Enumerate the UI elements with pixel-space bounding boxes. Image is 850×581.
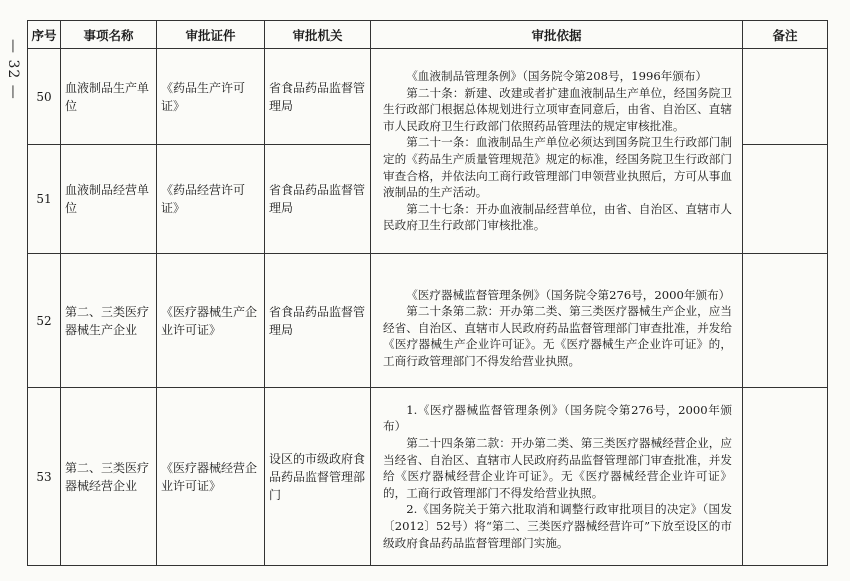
row-authority: 设区的市级政府食品药品监督管理部门 <box>265 388 371 566</box>
row-authority: 省食品药品监督管理局 <box>265 49 371 145</box>
row-seq: 51 <box>28 145 61 254</box>
table-header-row <box>28 21 828 49</box>
row-basis <box>371 254 743 388</box>
row-remark <box>743 254 828 388</box>
basis-paragraph: 《血液制品管理条例》（国务院令第208号，1996年颁布） <box>406 69 708 84</box>
basis-paragraph: 2.《国务院关于第六批取消和调整行政审批项目的决定》（国发〔2012〕52号）将“第二、三类医疗器械经营许可”下放至设区的市级政府食品药品监督管理部门实施。 <box>383 502 732 550</box>
row-seq: 50 <box>28 49 61 145</box>
table-row <box>28 388 828 566</box>
row-cert: 《医疗器械经营企业许可证》 <box>157 388 265 566</box>
basis-paragraph: 1.《医疗器械监督管理条例》（国务院令第276号，2000年颁布） <box>383 402 732 434</box>
row-item: 第二、三类医疗器械生产企业 <box>61 254 157 388</box>
row-basis <box>371 388 743 566</box>
row-basis <box>371 49 743 254</box>
basis-paragraph: 第二十条：新建、改建或者扩建血液制品生产单位，经国务院卫生行政部门根据总体规划进行立项审查同意后，由省、自治区、直辖市人民政府卫生行政部门依照药品管理法的规定审核批准。 <box>383 85 732 133</box>
header-seq: 序号 <box>28 21 61 49</box>
header-remark: 备注 <box>743 21 828 49</box>
row-item: 血液制品生产单位 <box>61 49 157 145</box>
header-item: 事项名称 <box>61 21 157 49</box>
row-remark <box>743 145 828 254</box>
row-authority: 省食品药品监督管理局 <box>265 145 371 254</box>
basis-paragraph: 第二十一条：血液制品生产单位必须达到国务院卫生行政部门制定的《药品生产质量管理规范》规定的标准，经国务院卫生行政部门审查合格，并依法向工商行政管理部门申领营业执照后，方可从事血液制品的生产活动。 <box>383 135 732 200</box>
header-authority: 审批机关 <box>265 21 371 49</box>
header-basis: 审批依据 <box>371 21 743 49</box>
table-row <box>28 254 828 388</box>
row-item: 血液制品经营单位 <box>61 145 157 254</box>
row-cert: 《医疗器械生产企业许可证》 <box>157 254 265 388</box>
row-remark <box>743 49 828 145</box>
row-seq: 53 <box>28 388 61 566</box>
row-remark <box>743 388 828 566</box>
row-cert: 《药品经营许可证》 <box>157 145 265 254</box>
basis-paragraph: 《医疗器械监督管理条例》（国务院令第276号，2000年颁布） <box>406 287 731 302</box>
header-cert: 审批证件 <box>157 21 265 49</box>
table-row <box>28 49 828 145</box>
row-cert: 《药品生产许可证》 <box>157 49 265 145</box>
approval-table <box>27 20 828 566</box>
page-number: — 32 — <box>5 38 21 100</box>
basis-paragraph: 第二十条第二款：开办第二类、第三类医疗器械生产企业，应当经省、自治区、直辖市人民政府药品监督管理部门审查批准，并发给《医疗器械生产企业许可证》。无《医疗器械生产企业许可证》的，工商行政管理部门不得发给营业执照。 <box>383 304 732 368</box>
basis-paragraph: 第二十四条第二款：开办第二类、第三类医疗器械经营企业，应当经省、自治区、直辖市人民政府药品监督管理部门审查批准，并发给《医疗器械经营企业许可证》。无《医疗器械经营企业许可证》的，工商行政管理部门不得发给营业执照。 <box>383 436 732 500</box>
basis-paragraph: 第二十七条：开办血液制品经营单位，由省、自治区、直辖市人民政府卫生行政部门审核批准。 <box>383 201 732 233</box>
row-seq: 52 <box>28 254 61 388</box>
row-item: 第二、三类医疗器械经营企业 <box>61 388 157 566</box>
row-authority: 省食品药品监督管理局 <box>265 254 371 388</box>
